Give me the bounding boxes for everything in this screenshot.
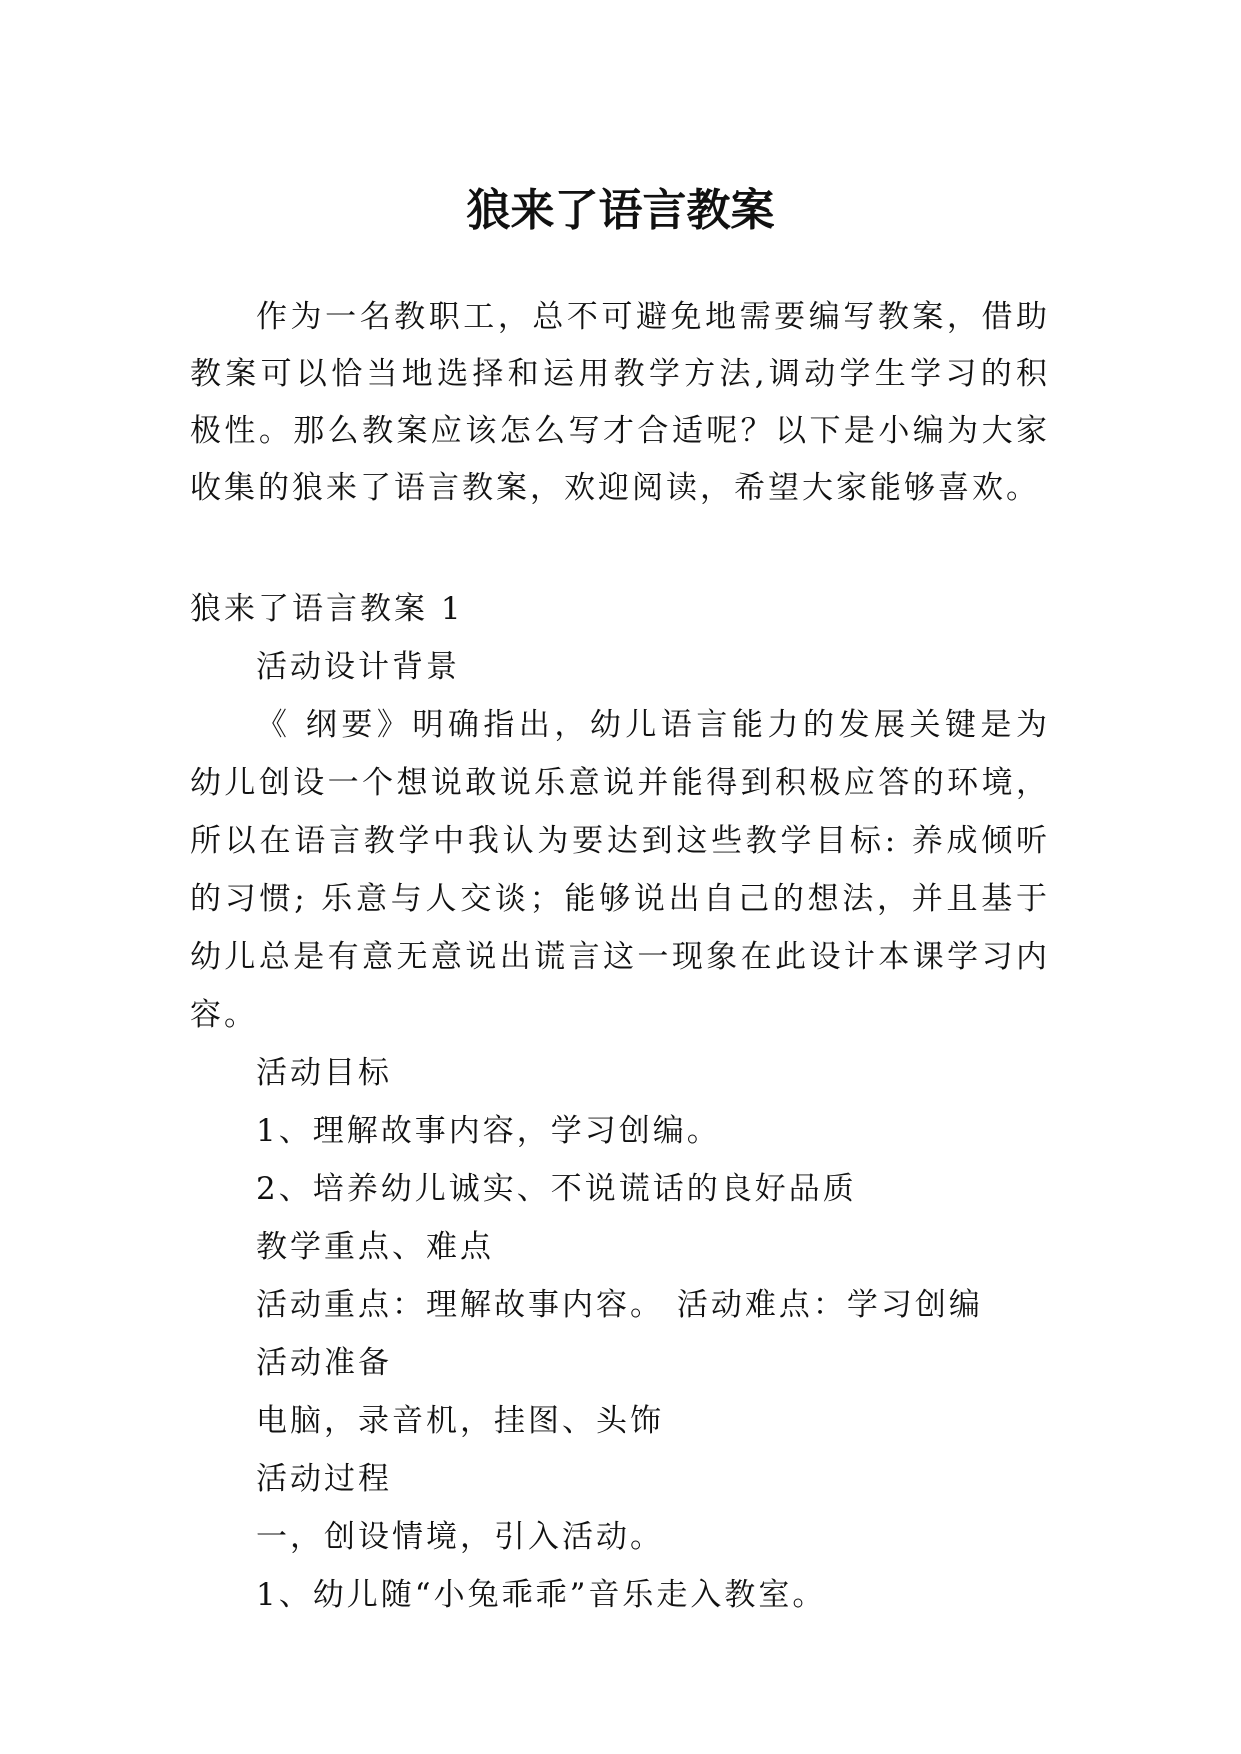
- process-step-1: 一，创设情境，引入活动。: [256, 1519, 664, 1555]
- document-body: [190, 580, 1050, 1624]
- section-heading: 狼来了语言教案 1: [190, 591, 464, 627]
- document-title: 狼来了语言教案: [466, 185, 775, 237]
- goal-item-2: 2、培养幼儿诚实、不说谎话的良好品质: [256, 1171, 857, 1207]
- key-points-text: 活动重点：理解故事内容。 活动难点：学习创编: [256, 1287, 983, 1323]
- background-paragraph: 《 纲要》明确指出，幼儿语言能力的发展关键是为幼儿创设一个想说敢说乐意说并能得到积极应答的环境，所以在语言教学中我认为要达到这些教学目标: 养成倾听的习惯; 乐意与人交谈；能够说出自己的想法，并且基于幼儿总是有意无意说出谎言这一现象在此设计本课学习内容。: [190, 707, 1050, 1033]
- background-heading: 活动设计背景: [256, 649, 460, 685]
- preparation-heading: 活动准备: [256, 1345, 392, 1381]
- process-step-1-1: 1、幼儿随“小兔乖乖”音乐走入教室。: [256, 1577, 827, 1613]
- goals-heading: 活动目标: [256, 1055, 392, 1091]
- goal-item-1: 1、理解故事内容，学习创编。: [256, 1113, 721, 1149]
- intro-paragraph: 作为一名教职工，总不可避免地需要编写教案，借助教案可以恰当地选择和运用教学方法,调动学生学习的积极性。那么教案应该怎么写才合适呢？以下是小编为大家收集的狼来了语言教案，欢迎阅读，希望大家能够喜欢。: [190, 299, 1050, 506]
- process-heading: 活动过程: [256, 1461, 392, 1497]
- key-points-heading: 教学重点、难点: [256, 1229, 494, 1265]
- preparation-text: 电脑，录音机，挂图、头饰: [256, 1403, 664, 1439]
